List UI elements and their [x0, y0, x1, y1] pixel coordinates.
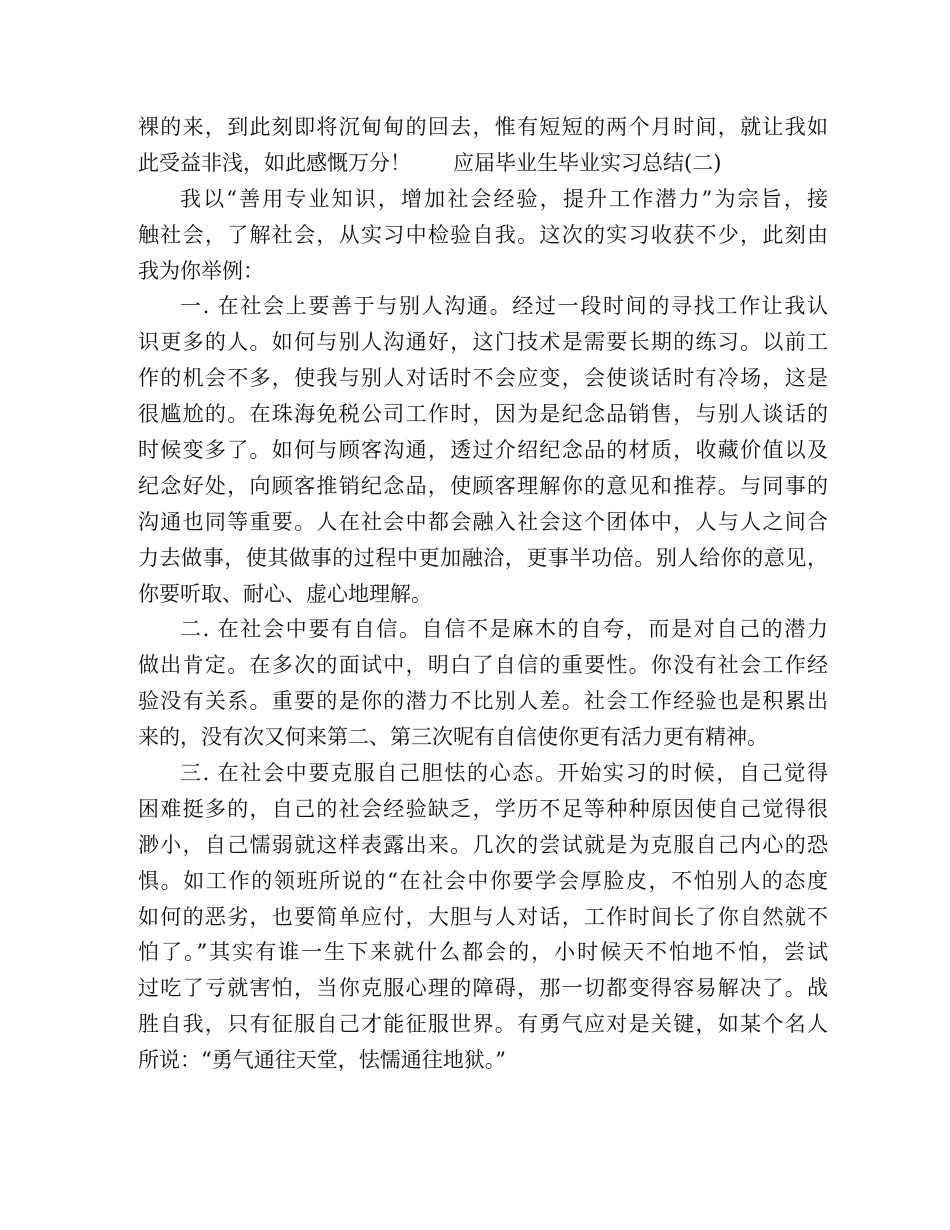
document-line: 作的机会不多，使我与别人对话时不会应变，会使谈话时有冷场，这是 [138, 366, 828, 391]
document-line: 裸的来，到此刻即将沉甸甸的回去，惟有短短的两个月时间，就让我如 [138, 115, 828, 139]
document-line: 渺小，自己懦弱就这样表露出来。几次的尝试就是为克服自己内心的恐 [138, 832, 828, 857]
document-line: 沟通也同等重要。人在社会中都会融入社会这个团体中，人与人之间合 [138, 509, 828, 534]
document-line: 胜自我，只有征服自己才能征服世界。有勇气应对是关键，如某个名人 [138, 1012, 828, 1037]
document-line: 怕了。”其实有谁一生下来就什么都会的，小时候天不怕地不怕，尝试 [138, 940, 828, 965]
document-line: 很尴尬的。在珠海免税公司工作时，因为是纪念品销售，与别人谈话的 [138, 402, 828, 427]
document-line: 二. 在社会中要有自信。自信不是麻木的自夸，而是对自己的潜力 [180, 617, 828, 642]
document-line: 过吃了亏就害怕，当你克服心理的障碍，那一切都变得容易解决了。战 [138, 976, 828, 1001]
document-line: 触社会，了解社会，从实习中检验自我。这次的实习收获不少，此刻由 [138, 222, 828, 247]
document-line: 力去做事，使其做事的过程中更加融洽，更事半功倍。别人给你的意见， [138, 545, 828, 570]
document-line: 如何的恶劣，也要简单应付，大胆与人对话，工作时间长了你自然就不 [138, 904, 828, 929]
document-body [138, 110, 828, 1079]
document-line: 我为你举例： [138, 258, 264, 283]
document-line: 验没有关系。重要的是你的潜力不比别人差。社会工作经验也是积累出 [138, 689, 828, 714]
document-line: 做出肯定。在多次的面试中，明白了自信的重要性。你没有社会工作经 [138, 653, 828, 678]
document-line: 时候变多了。如何与顾客沟通，透过介绍纪念品的材质，收藏价值以及 [138, 438, 828, 463]
document-line: 来的，没有次又何来第二、第三次呢有自信使你更有活力更有精神。 [138, 725, 768, 750]
document-line: 所说：“勇气通往天堂，怯懦通往地狱。” [138, 1048, 506, 1073]
document-line: 三. 在社会中要克服自己胆怯的心态。开始实习的时候，自己觉得 [180, 761, 828, 786]
document-line: 一. 在社会上要善于与别人沟通。经过一段时间的寻找工作让我认 [180, 294, 828, 319]
document-line: 惧。如工作的领班所说的“在社会中你要学会厚脸皮，不怕别人的态度 [138, 868, 828, 893]
document-line: 我以“善用专业知识，增加社会经验，提升工作潜力”为宗旨，接 [180, 186, 828, 211]
document-line: 纪念好处，向顾客推销纪念品，使顾客理解你的意见和推荐。与同事的 [138, 473, 828, 498]
document-line: 此受益非浅，如此感慨万分！ 应届毕业生毕业实习总结(二) [138, 150, 722, 175]
document-line: 困难挺多的，自己的社会经验缺乏，学历不足等种种原因使自己觉得很 [138, 796, 828, 821]
document-line: 识更多的人。如何与别人沟通好，这门技术是需要长期的练习。以前工 [138, 330, 828, 355]
document-line: 你要听取、耐心、虚心地理解。 [138, 581, 432, 606]
